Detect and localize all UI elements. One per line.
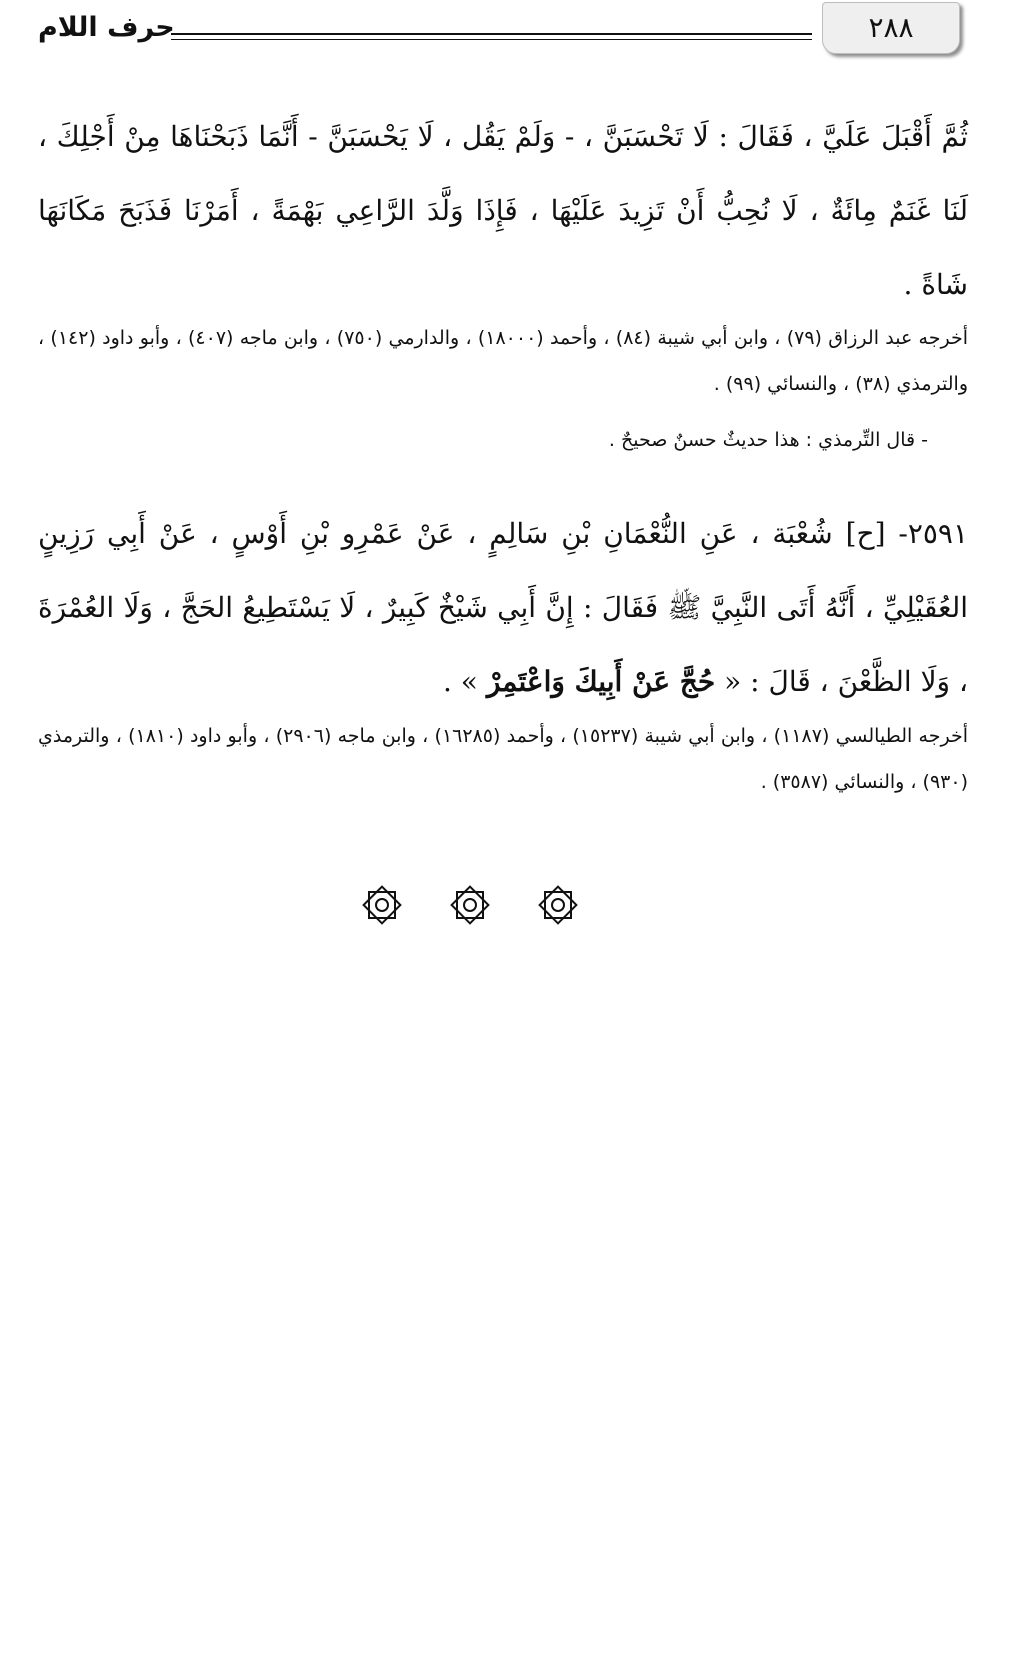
- takhrij-footnote-2: أخرجه الطيالسي (١١٨٧) ، وابن أبي شيبة (١٥٢٣٧) ، وأحمد (١٦٢٨٥) ، وابن ماجه (٢٩٠٦) ، وأبو داود (١٨١٠) ، والترمذي (٩٣٠) ، والنسائي (٣٥٨٧) .: [38, 725, 968, 793]
- tirmidhi-grading-note: - قال التِّرمذي : هذا حديثٌ حسنٌ صحيحٌ .: [608, 429, 928, 451]
- eight-point-star-ornament-icon: [360, 883, 404, 927]
- page-number: ٢٨٨: [822, 2, 960, 54]
- hadith-continuation: ثُمَّ أَقْبَلَ عَلَيَّ ، فَقَالَ : لَا تَحْسَبَنَّ ، - وَلَمْ يَقُل ، لَا يَحْسَبَنَّ - أَنَّمَا ذَبَحْنَاهَا مِنْ أَجْلِكَ ، لَنَا غَنَمٌ مِائَةٌ ، لَا نُحِبُّ أَنْ تَزِيدَ عَلَيْهَا ، فَإِذَا وَلَّدَ الرَّاعِي بَهْمَةً ، أَمَرْنَا فَذَبَحَ مَكَانَهَا شَاةً .: [38, 120, 968, 301]
- eight-point-star-ornament-icon: [448, 883, 492, 927]
- header-rule: [171, 33, 812, 35]
- hadith-2591-closing: » .: [442, 665, 487, 698]
- section-title: حرف اللام: [38, 12, 175, 43]
- hadith-2591-prophet-words: حُجَّ عَنْ أَبِيكَ وَاعْتَمِرْ: [486, 665, 716, 698]
- hadith-2591-chain: ٢٥٩١- [ح] شُعْبَة ، عَنِ النُّعْمَانِ بْنِ سَالِمٍ ، عَنْ عَمْرِو بْنِ أَوْسٍ ، عَنْ أَبِي رَزِينٍ العُقَيْلِيِّ ، أَنَّهُ أَتَى النَّبِيَّ ﷺ فَقَالَ : إِنَّ أَبِي شَيْخٌ كَبِيرٌ ، لَا يَسْتَطِيعُ الحَجَّ ، وَلَا العُمْرَةَ ، وَلَا الظَّعْنَ ، قَالَ : «: [38, 517, 969, 698]
- eight-point-star-ornament-icon: [536, 883, 580, 927]
- hadith-2591: [38, 497, 968, 719]
- section-divider-ornaments: [360, 880, 580, 930]
- header-rule-thin: [171, 39, 812, 40]
- page-header: [38, 0, 970, 64]
- takhrij-footnote-1: أخرجه عبد الرزاق (٧٩) ، وابن أبي شيبة (٨٤) ، وأحمد (١٨٠٠٠) ، والدارمي (٧٥٠) ، وابن ماجه (٤٠٧) ، وأبو داود (١٤٢) ، والترمذي (٣٨) ، والنسائي (٩٩) .: [38, 327, 968, 395]
